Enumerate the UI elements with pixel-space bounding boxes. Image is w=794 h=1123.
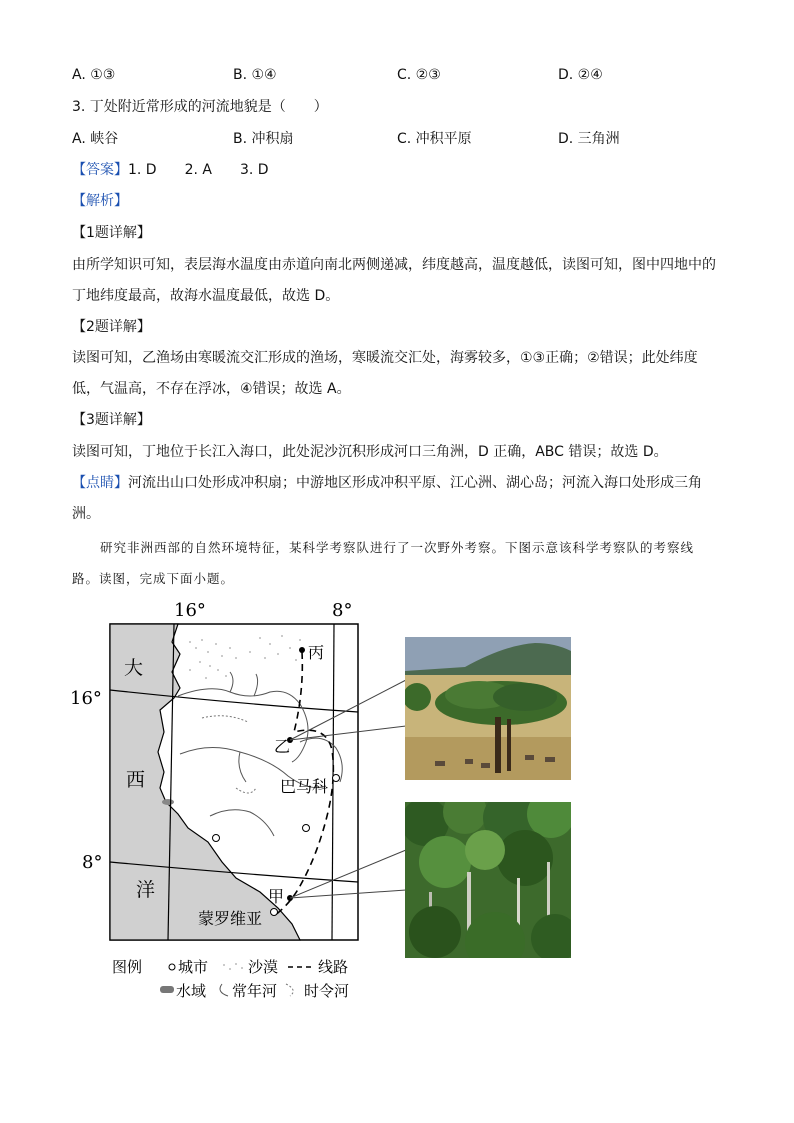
intro-line: 研究非洲西部的自然环境特征，某科学考察队进行了一次野外考察。下图示意该科学考察队的考察线 xyxy=(100,540,695,555)
detail-3-line: 读图可知，丁地位于长江入海口，此处泥沙沉积形成河口三角洲，D 正确，ABC 错误；故选 D。 xyxy=(72,444,668,460)
q3-option-d: D. 三角洲 xyxy=(558,131,620,147)
tip-text: 河流出山口处形成冲积扇；中游地区形成冲积平原、江心洲、湖心岛；河流入海口处形成三角 xyxy=(128,475,702,491)
label-yi: 乙 xyxy=(274,737,291,756)
rainforest-photo xyxy=(405,802,571,958)
tip-line: 洲。 xyxy=(72,506,100,522)
q3-option-a: A. 峡谷 xyxy=(72,131,119,147)
legend-title: 图例 xyxy=(112,958,143,976)
lon-label-8: 8° xyxy=(332,600,353,621)
detail-1-line: 丁地纬度最高，故海水温度最低，故选 D。 xyxy=(72,288,340,304)
detail-1-line: 由所学知识可知，表层海水温度由赤道向南北两侧递减，纬度越高，温度越低，读图可知，图中四地中的 xyxy=(72,257,716,273)
water-body xyxy=(162,799,174,805)
lat-label-16: 16° xyxy=(70,688,102,709)
q2-option-d: D. ②④ xyxy=(558,67,603,83)
q3-option-b: B. 冲积扇 xyxy=(233,131,294,147)
q2-option-a: A. ①③ xyxy=(72,67,116,83)
detail-2-line: 读图可知，乙渔场由寒暖流交汇形成的渔场，寒暖流交汇处，海雾较多，①③正确；②错误；此处纬度 xyxy=(72,350,698,366)
tip-tag: 【点睛】 xyxy=(72,475,128,491)
lon-label-16: 16° xyxy=(174,600,206,621)
legend-city-icon xyxy=(169,964,175,970)
legend-route: 线路 xyxy=(318,958,349,976)
label-monrovia: 蒙罗维亚 xyxy=(198,909,263,928)
legend-seasonal: 时令河 xyxy=(304,982,350,1000)
detail-2-tag: 【2题详解】 xyxy=(72,319,151,335)
answer-tag: 【答案】 xyxy=(72,162,128,178)
q2-option-c: C. ②③ xyxy=(397,67,441,83)
legend-desert: 沙漠 xyxy=(248,958,279,976)
label-bamako: 巴马科 xyxy=(280,777,329,796)
ocean-char: 西 xyxy=(126,769,146,791)
legend-desert-icon xyxy=(223,963,243,970)
legend-river-icon xyxy=(220,984,228,996)
analysis-tag: 【解析】 xyxy=(72,193,128,209)
detail-1-tag: 【1题详解】 xyxy=(72,225,151,241)
answer-line xyxy=(72,161,269,179)
tip-line xyxy=(72,474,702,492)
savanna-photo xyxy=(405,637,571,780)
point-bing xyxy=(299,647,305,653)
ocean-char: 大 xyxy=(124,657,144,679)
city-marker xyxy=(213,835,220,842)
q2-option-b: B. ①④ xyxy=(233,67,277,83)
legend-perennial: 常年河 xyxy=(232,982,278,1000)
legend-seasonal-icon xyxy=(286,984,293,996)
label-jia: 甲 xyxy=(268,887,285,906)
detail-2-line: 低，气温高，不存在浮冰，④错误；故选 A。 xyxy=(72,381,351,397)
legend-water-icon xyxy=(160,986,174,993)
intro-line: 路。读图，完成下面小题。 xyxy=(72,571,235,586)
q3-stem: 3. 丁处附近常形成的河流地貌是（ ） xyxy=(72,99,328,115)
detail-3-tag: 【3题详解】 xyxy=(72,412,151,428)
ocean-char: 洋 xyxy=(136,879,156,901)
photo-connectors xyxy=(290,660,410,920)
answer-text: 1. D 2. A 3. D xyxy=(128,162,269,178)
legend-water: 水域 xyxy=(176,982,207,1000)
lat-label-8: 8° xyxy=(82,852,103,873)
legend-city: 城市 xyxy=(178,958,209,976)
label-bing: 丙 xyxy=(308,643,325,662)
city-monrovia xyxy=(271,909,278,916)
q3-option-c: C. 冲积平原 xyxy=(397,131,472,147)
